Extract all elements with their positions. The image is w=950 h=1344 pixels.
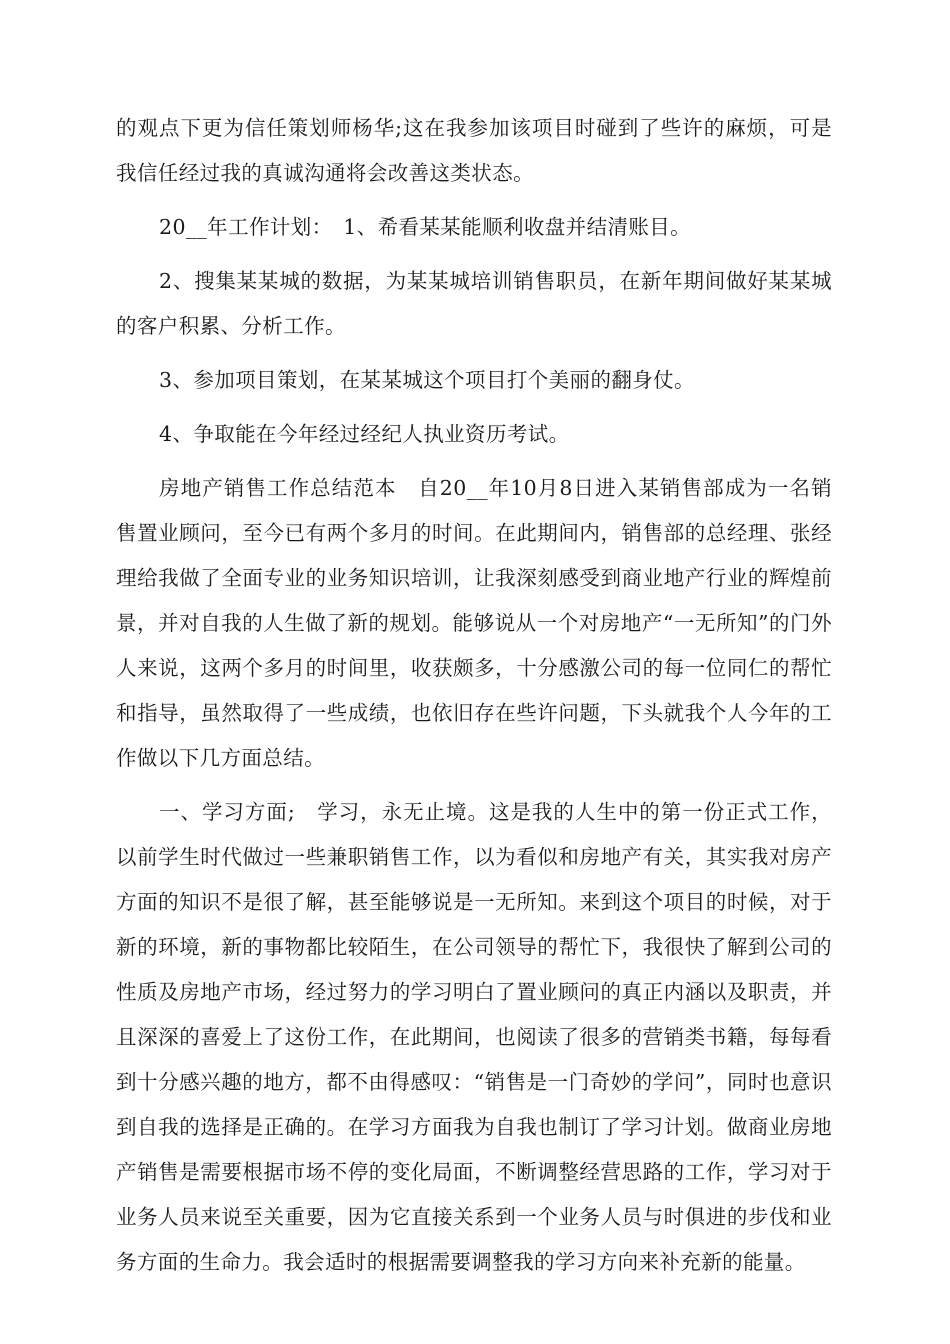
paragraph-learning: 一、学习方面; 学习，永无止境。这是我的人生中的第一份正式工作，以前学生时代做过一些兼职销售工作，以为看似和房地产有关，其实我对房产方面的知识不是很了解，甚至能够说是一无所知。来到这个项目的时候，对于新的环境，新的事物都比较陌生，在公司领导的帮忙下，我很快了解到公司的性质及房地产市场，经过努力的学习明白了置业顾问的真正内涵以及职责，并且深深的喜爱上了这份工作，在此期间，也阅读了很多的营销类书籍，每每看到十分感兴趣的地方，都不由得感叹：“销售是一门奇妙的学问”，同时也意识到自我的选择是正确的。在学习方面我为自我也制订了学习计划。做商业房地产销售是需要根据市场不停的变化局面，不断调整经营思路的工作，学习对于业务人员来说至关重要，因为它直接关系到一个业务人员与时俱进的步伐和业务方面的生命力。我会适时的根据需要调整我的学习方向来补充新的能量。 <box>116 800 832 1274</box>
paragraph-summary-intro: 房地产销售工作总结范本 自20__年10月8日进入某销售部成为一名销售置业顾问，至今已有两个多月的时间。在此期间内，销售部的总经理、张经理给我做了全面专业的业务知识培训，让我深刻感受到商业地产行业的辉煌前景，并对自我的人生做了新的规划。能够说从一个对房地产“一无所知”的门外人来说，这两个多月的时间里，收获颇多，十分感激公司的每一位同仁的帮忙和指导，虽然取得了一些成绩，也依旧存在些许问题，下头就我个人今年的工作做以下几方面总结。 <box>116 476 832 770</box>
paragraph-plan-item-2: 2、搜集某某城的数据，为某某城培训销售职员，在新年期间做好某某城的客户积累、分析工作。 <box>116 269 832 338</box>
paragraph-continued: 的观点下更为信任策划师杨华;这在我参加该项目时碰到了些许的麻烦，可是我信任经过我的真诚沟通将会改善这类状态。 <box>116 116 832 185</box>
paragraph-plan-item-3: 3、参加项目策划，在某某城这个项目打个美丽的翻身仗。 <box>159 368 695 392</box>
paragraph-work-plan: 20__年工作计划： 1、希看某某能顺利收盘并结清账目。 <box>159 215 692 239</box>
document-body <box>116 106 832 1294</box>
paragraph-plan-item-4: 4、争取能在今年经过经纪人执业资历考试。 <box>159 422 570 446</box>
